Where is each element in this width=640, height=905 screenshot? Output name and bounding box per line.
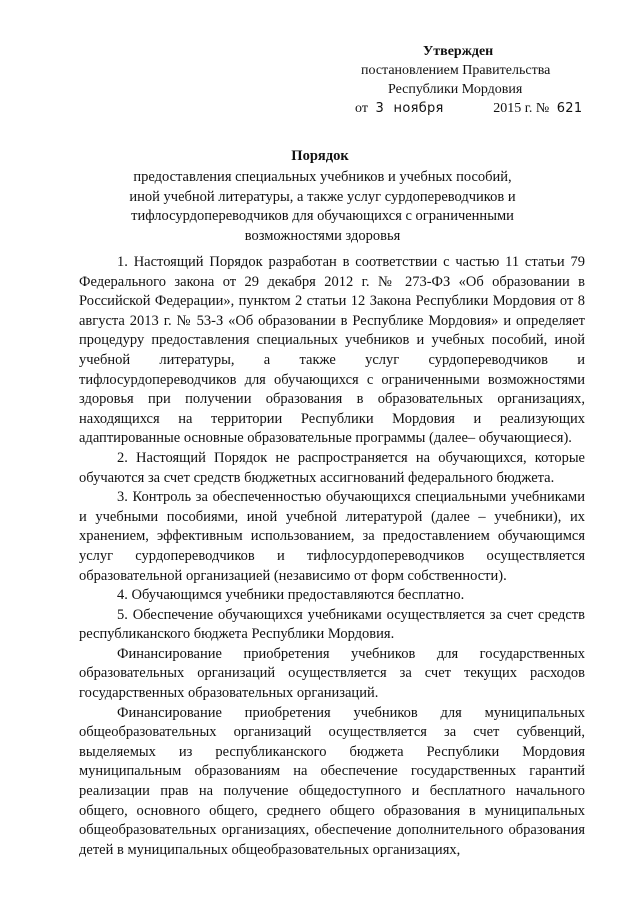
approval-date-line bbox=[335, 99, 595, 118]
paragraph-financing-municipal: Финансирование приобретения учебников для муниципальных общеобразовательных организаций осуществляется за счет субвенций, выделяемых из республиканского бюджета Республики Мордовия муниципальным образованиям на обеспечение государственных гарантий реализации прав на получение общедоступного и бесплатного начального общего, основного общего, среднего общего образования в муниципальных общеобразовательных организациях, обеспечение дополнительного образования детей в муниципальных общеобразовательных организациях, bbox=[79, 704, 585, 858]
approval-year: 2015 г. № bbox=[493, 101, 550, 116]
approval-resolution-line: постановлением Правительства bbox=[361, 63, 551, 78]
paragraph-3: 3. Контроль за обеспеченностью обучающихся специальными учебниками и учебными пособиями, иной учебной литературой (далее – учебники), их хранением, эффективным использованием, за предоставлением обучающимся услуг сурдопереводчиков и тифлосурдопереводчиков осуществляется образовательной организацией (независимо от форм собственности). bbox=[79, 489, 585, 584]
paragraph-financing-state: Финансирование приобретения учебников для государственных образовательных организаций осуществляется за счет текущих расходов государственных образовательных организаций. bbox=[79, 645, 585, 702]
approval-block bbox=[335, 42, 595, 118]
document-title: Порядок bbox=[291, 148, 349, 164]
document-subtitle: предоставления специальных учебников и учебных пособий, иной учебной литературы, а также услуг сурдопереводчиков и тифлосурдопереводчиков для обучающихся с ограниченными возможностями здоровья bbox=[129, 169, 516, 244]
approval-republic-line: Республики Мордовия bbox=[388, 82, 523, 97]
approval-number: 621 bbox=[556, 101, 583, 116]
paragraph-4: 4. Обучающимся учебники предоставляются бесплатно. bbox=[117, 587, 465, 604]
approval-date-prefix: от bbox=[355, 101, 368, 116]
paragraph-5: 5. Обеспечение обучающихся учебниками осуществляется за счет средств республиканского бюджета Республики Мордовия. bbox=[79, 606, 585, 643]
approval-month: ноября bbox=[393, 101, 444, 116]
approval-title: Утвержден bbox=[423, 44, 494, 59]
approval-day: 3 bbox=[375, 101, 385, 116]
paragraph-1: 1. Настоящий Порядок разработан в соответствии с частью 11 статьи 79 Федерального закона от 29 декабря 2012 г. № 273-ФЗ «Об образовании в Российской Федерации», пунктом 2 статьи 12 Закона Республики Мордовия от 8 августа 2013 г. № 53-З «Об образовании в Республике Мордовия» и определяет процедуру предоставления специальных учебников и учебных пособий, иной учебной литературы, а также услуг сурдопереводчиков и тифлосурдопереводчиков для обучающихся с ограниченными возможностями здоровья при получении образования в образовательных организациях, находящихся на территории Республики Мордовия и реализующих адаптированные основные образовательные программы (далее– обучающиеся). bbox=[79, 254, 585, 447]
document-body bbox=[79, 253, 585, 860]
paragraph-2: 2. Настоящий Порядок не распространяется на обучающихся, которые обучаются за счет средств бюджетных ассигнований федерального бюджета. bbox=[79, 449, 585, 486]
